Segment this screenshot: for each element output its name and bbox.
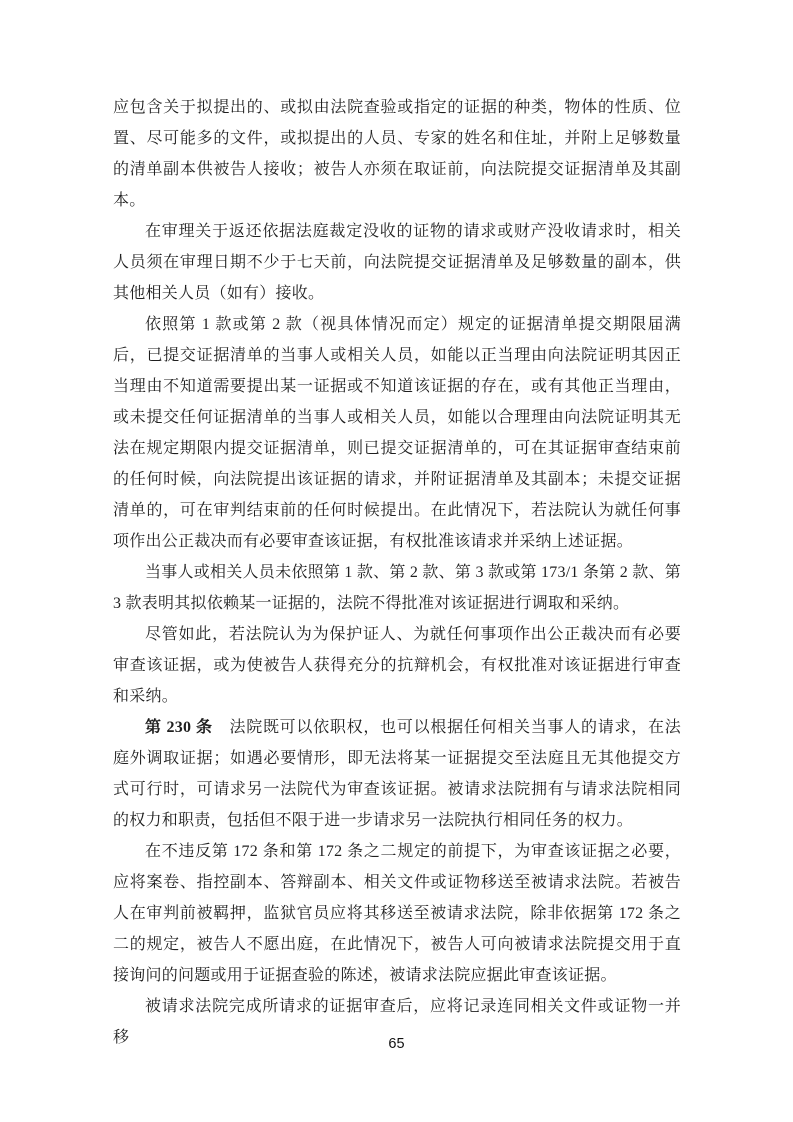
paragraph-text: 法院既可以依职权，也可以根据任何相关当事人的请求，在法庭外调取证据；如遇必要情形，即无法将某一证据提交至法庭且无其他提交方式可行时，可请求另一法院代为审查该证据。被请求法院拥有与请求法院相同的权力和职责，包括但不限于进一步请求另一法院执行相同任务的权力。 (113, 719, 681, 829)
paragraph-text: 尽管如此，若法院认为为保护证人、为就任何事项作出公正裁决而有必要审查该证据，或为使被告人获得充分的抗辩机会，有权批准对该证据进行审查和采纳。 (113, 626, 681, 705)
paragraph-text: 当事人或相关人员未依照第 1 款、第 2 款、第 3 款或第 173/1 条第 2 款、第 3 款表明其拟依赖某一证据的，法院不得批准对该证据进行调取和采纳。 (113, 564, 681, 612)
paragraph (113, 216, 681, 309)
paragraph (113, 836, 681, 991)
paragraph (113, 309, 681, 557)
paragraph-text: 依照第 1 款或第 2 款（视具体情况而定）规定的证据清单提交期限届满后，已提交证据清单的当事人或相关人员，如能以正当理由向法院证明其因正当理由不知道需要提出某一证据或不知道该证据的存在，或有其他正当理由，或未提交任何证据清单的当事人或相关人员，如能以合理理由向法院证明其无法在规定期限内提交证据清单，则已提交证据清单的，可在其证据审查结束前的任何时候，向法院提出该证据的请求，并附证据清单及其副本；未提交证据清单的，可在审判结束前的任何时候提出。在此情况下，若法院认为就任何事项作出公正裁决而有必要审查该证据，有权批准该请求并采纳上述证据。 (113, 316, 681, 550)
paragraph-text: 被请求法院完成所请求的证据审查后，应将记录连同相关文件或证物一并移 (113, 998, 681, 1046)
paragraph-article-230 (113, 712, 681, 836)
page-number: 65 (388, 1036, 405, 1052)
document-body-text (113, 92, 681, 1053)
article-number-label: 第 230 条 (145, 719, 213, 736)
paragraph (113, 92, 681, 216)
paragraph-text: 应包含关于拟提出的、或拟由法院查验或指定的证据的种类，物体的性质、位置、尽可能多的文件，或拟提出的人员、专家的姓名和住址，并附上足够数量的清单副本供被告人接收；被告人亦须在取证前，向法院提交证据清单及其副本。 (113, 99, 681, 209)
paragraph-text: 在审理关于返还依据法庭裁定没收的证物的请求或财产没收请求时，相关人员须在审理日期不少于七天前，向法院提交证据清单及足够数量的副本，供其他相关人员（如有）接收。 (113, 223, 681, 302)
paragraph-text: 在不违反第 172 条和第 172 条之二规定的前提下，为审查该证据之必要，应将案卷、指控副本、答辩副本、相关文件或证物移送至被请求法院。若被告人在审判前被羁押，监狱官员应将其移送至被请求法院，除非依据第 172 条之二的规定，被告人不愿出庭，在此情况下，被告人可向被请求法院提交用于直接询问的问题或用于证据查验的陈述，被请求法院应据此审查该证据。 (113, 843, 681, 984)
paragraph (113, 619, 681, 712)
paragraph (113, 557, 681, 619)
